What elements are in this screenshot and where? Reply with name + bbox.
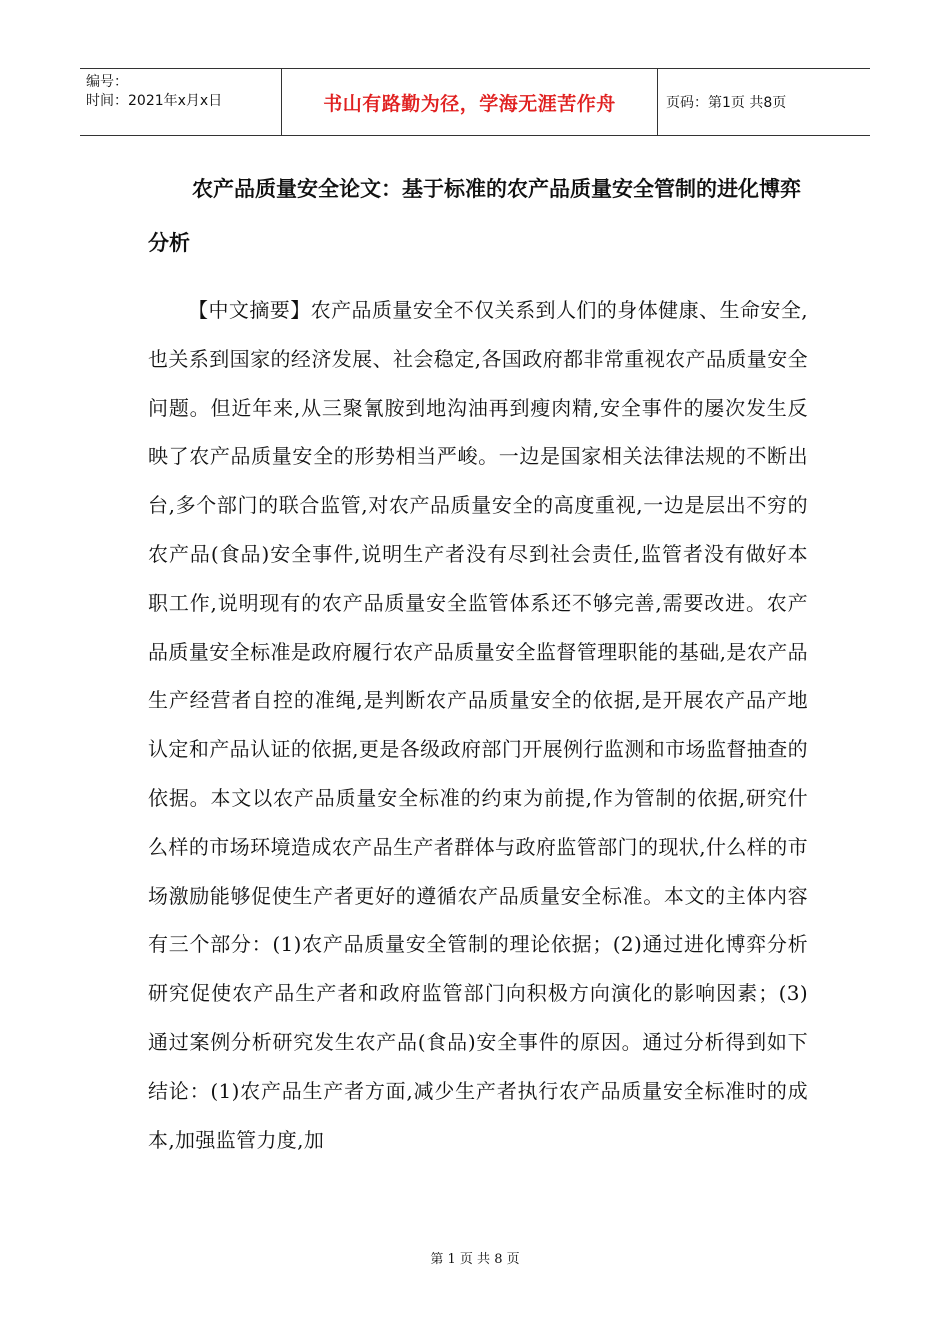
header-meta-cell (80, 69, 282, 135)
abstract-paragraph: 【中文摘要】农产品质量安全不仅关系到人们的身体健康、生命安全,也关系到国家的经济发展、社会稳定,各国政府都非常重视农产品质量安全问题。但近年来,从三聚氰胺到地沟油再到瘦肉精,安全事件的屡次发生反映了农产品质量安全的形势相当严峻。一边是国家相关法律法规的不断出台,多个部门的联合监管,对农产品质量安全的高度重视,一边是层出不穷的农产品(食品)安全事件,说明生产者没有尽到社会责任,监管者没有做好本职工作,说明现有的农产品质量安全监管体系还不够完善,需要改进。农产品质量安全标准是政府履行农产品质量安全监督管理职能的基础,是农产品生产经营者自控的准绳,是判断农产品质量安全的依据,是开展农产品产地认定和产品认证的依据,更是各级政府部门开展例行监测和市场监督抽查的依据。本文以农产品质量安全标准的约束为前提,作为管制的依据,研究什么样的市场环境造成农产品生产者群体与政府监管部门的现状,什么样的市场激励能够促使生产者更好的遵循农产品质量安全标准。本文的主体内容有三个部分：(1)农产品质量安全管制的理论依据；(2)通过进化博弈分析研究促使农产品生产者和政府监管部门向积极方向演化的影响因素；(3)通过案例分析研究发生农产品(食品)安全事件的原因。通过分析得到如下结论：(1)农产品生产者方面,减少生产者执行农产品质量安全标准时的成本,加强监管力度,加 (148, 298, 808, 1152)
document-title: 农产品质量安全论文：基于标准的农产品质量安全管制的进化博弈分析 (148, 177, 801, 255)
page-footer: 第 1 页 共 8 页 (430, 1252, 520, 1267)
number-label: 编号： (86, 74, 128, 90)
motto-text: 书山有路勤为径，学海无涯苦作舟 (323, 92, 616, 115)
header-page-cell (658, 69, 870, 135)
header-table (80, 68, 870, 136)
page-info: 页码：第1页 共8页 (666, 95, 787, 111)
header-motto-cell (282, 69, 658, 135)
date-label: 时间：2021年x月x日 (86, 93, 223, 109)
